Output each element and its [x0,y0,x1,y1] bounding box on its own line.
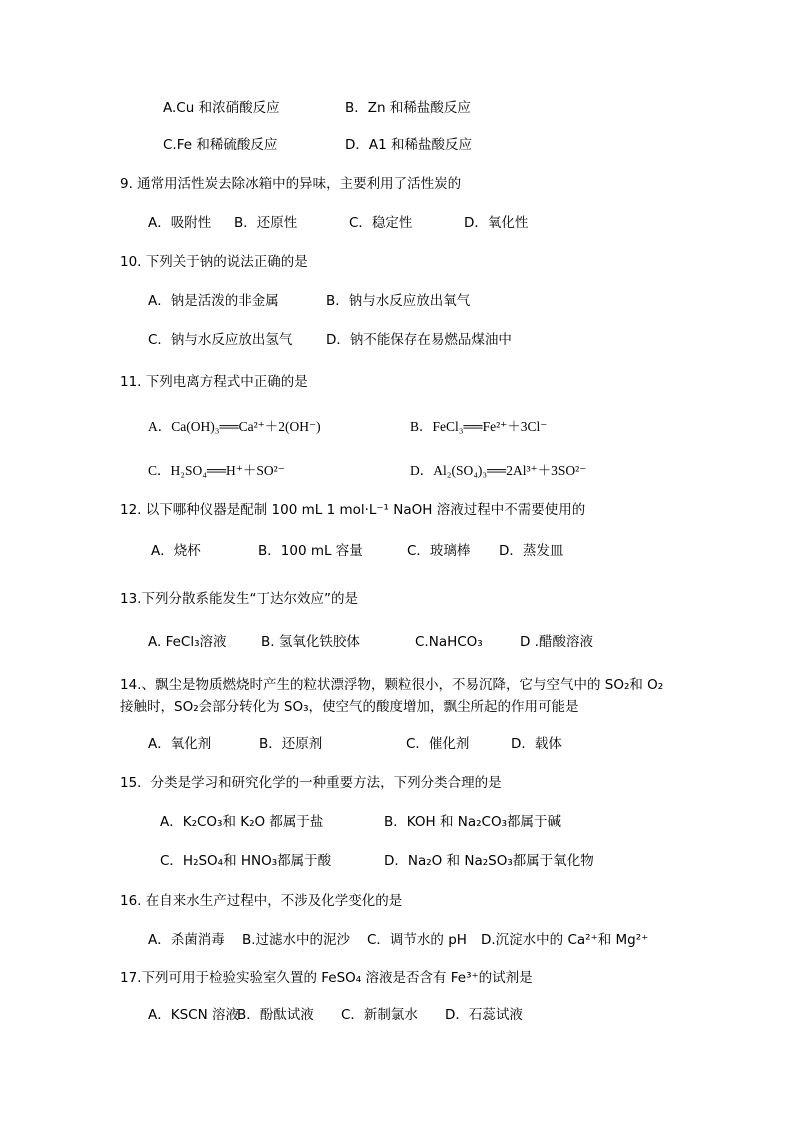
q17-option-b: B．酚酞试液 [237,1007,314,1023]
q14-option-c: C．催化剂 [406,736,470,752]
q8-option-c: C.Fe 和稀硫酸反应 [163,137,278,153]
q11-stem: 11. 下列电离方程式中正确的是 [120,374,308,390]
q17-option-a: A．KSCN 溶液 [148,1007,239,1023]
q13-stem: 13.下列分散系能发生“丁达尔效应”的是 [120,591,358,607]
q9-stem: 9. 通常用活性炭去除冰箱中的异味，主要利用了活性炭的 [120,176,462,192]
q12-stem: 12. 以下哪种仪器是配制 100 mL 1 mol·L⁻¹ NaOH 溶液过程中不需要使用的 [120,502,586,518]
q15-stem: 15．分类是学习和研究化学的一种重要方法，下列分类合理的是 [120,775,502,791]
q9-option-b: B．还原性 [234,215,298,231]
q15-option-b: B．KOH 和 Na₂CO₃都属于碱 [384,814,561,830]
q14-option-a: A．氧化剂 [148,736,212,752]
q16-option-b: B.过滤水中的泥沙 [242,932,351,948]
q14-stem-line-2: 接触时，SO₂会部分转化为 SO₃，使空气的酸度增加，飘尘所起的作用可能是 [120,699,579,715]
q8-option-b: B．Zn 和稀盐酸反应 [345,100,471,116]
q13-option-a: A. FeCl₃溶液 [148,634,227,650]
q8-option-d: D．A1 和稀盐酸反应 [345,137,473,153]
q14-option-b: B．还原剂 [259,736,323,752]
q12-option-c: C．玻璃棒 [407,543,471,559]
q10-stem: 10. 下列关于钠的说法正确的是 [120,254,308,270]
q17-option-d: D．石蕊试液 [445,1007,523,1023]
q10-option-b: B．钠与水反应放出氧气 [326,293,471,309]
q16-option-a: A．杀菌消毒 [148,932,225,948]
q13-option-d: D .醋酸溶液 [520,634,593,650]
q11-option-d: D．Al₂(SO₄)₃══2Al³⁺＋3SO²⁻ [410,463,587,478]
q10-option-a: A．钠是活泼的非金属 [148,293,279,309]
q14-option-d: D．载体 [511,736,562,752]
q17-option-c: C．新制氯水 [341,1007,418,1023]
q17-stem: 17.下列可用于检验实验室久置的 FeSO₄ 溶液是否含有 Fe³⁺的试剂是 [120,970,533,986]
q10-option-d: D．钠不能保存在易燃品煤油中 [326,332,512,348]
q12-option-b: B．100 mL 容量 [258,543,363,559]
q16-option-c: C．调节水的 pH [367,932,467,948]
q12-option-a: A．烧杯 [151,543,201,559]
q16-stem: 16. 在自来水生产过程中，不涉及化学变化的是 [120,893,403,909]
q8-option-a: A.Cu 和浓硝酸反应 [163,100,280,116]
q11-option-a: A．Ca(OH)₃══Ca²⁺＋2(OH⁻) [148,419,321,434]
q10-option-c: C．钠与水反应放出氢气 [148,332,293,348]
q13-option-b: B. 氢氧化铁胶体 [261,634,360,650]
q15-option-c: C．H₂SO₄和 HNO₃都属于酸 [160,853,332,869]
q13-option-c: C.NaHCO₃ [415,634,483,650]
q15-option-d: D．Na₂O 和 Na₂SO₃都属于氧化物 [384,853,594,869]
q11-option-c: C．H₂SO₄══H⁺＋SO²⁻ [148,463,285,478]
q15-option-a: A．K₂CO₃和 K₂O 都属于盐 [160,814,324,830]
q9-option-a: A．吸附性 [148,215,212,231]
q16-option-d: D.沉淀水中的 Ca²⁺和 Mg²⁺ [481,932,649,948]
q9-option-c: C．稳定性 [349,215,413,231]
q14-stem-line-1: 14.、飘尘是物质燃烧时产生的粒状漂浮物，颗粒很小，不易沉降，它与空气中的 SO₂和 O₂ [120,677,664,693]
q12-option-d: D．蒸发皿 [499,543,564,559]
q11-option-b: B．FeCl₃══Fe²⁺＋3Cl⁻ [410,419,548,434]
q9-option-d: D．氧化性 [464,215,529,231]
